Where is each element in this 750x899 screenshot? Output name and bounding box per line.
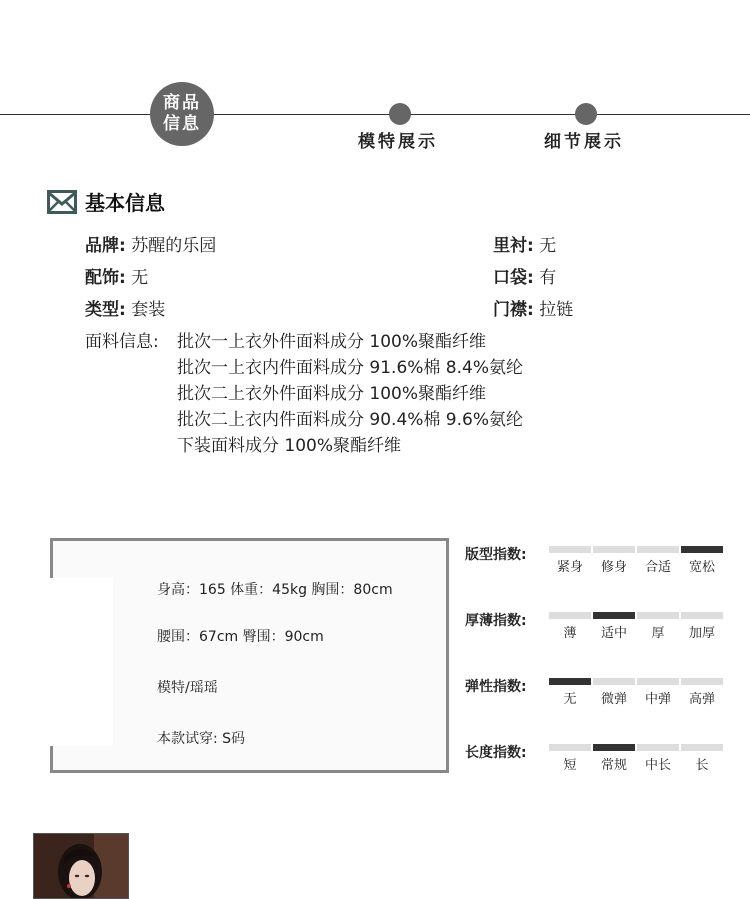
index-bar-selected <box>681 546 723 553</box>
index-bar <box>637 744 679 751</box>
index-bar <box>549 546 591 553</box>
model-info-panel <box>50 538 449 773</box>
info-type-label: 类型: <box>85 300 126 320</box>
model-measurements-line1: 身高：165 体重：45kg 胸围：80cm <box>157 582 393 598</box>
info-pocket-value: 有 <box>539 268 557 288</box>
index-bar <box>681 612 723 619</box>
index-option: 微弹 <box>600 692 627 707</box>
step-detail-dot[interactable] <box>575 103 597 125</box>
info-lining <box>493 231 556 256</box>
fabric-line: 批次二上衣内件面料成分 90.4%棉 9.6%氨纶 <box>177 410 524 430</box>
index-label: 版型指数: <box>465 547 527 563</box>
panel-white-block <box>50 578 113 746</box>
info-brand-label: 品牌: <box>85 236 126 256</box>
step-model-dot[interactable] <box>389 103 411 125</box>
index-option: 薄 <box>563 626 577 641</box>
index-option: 常规 <box>600 758 627 773</box>
index-label: 弹性指数: <box>465 679 527 695</box>
index-bar <box>681 678 723 685</box>
info-placket-value: 拉链 <box>539 300 574 320</box>
index-bar <box>549 744 591 751</box>
index-option: 中弹 <box>644 692 671 707</box>
info-type <box>85 295 165 320</box>
step-product-info[interactable] <box>150 82 214 146</box>
step-detail-label[interactable]: 细节展示 <box>544 132 624 152</box>
index-bar <box>637 612 679 619</box>
model-photo-image <box>34 834 129 899</box>
index-option: 宽松 <box>688 560 715 575</box>
index-bar <box>593 678 635 685</box>
index-option: 厚 <box>651 626 665 641</box>
fabric-line: 批次一上衣内件面料成分 91.6%棉 8.4%氨纶 <box>177 358 524 378</box>
index-option: 紧身 <box>556 560 583 575</box>
index-option: 加厚 <box>688 626 715 641</box>
model-measurements-line2: 腰围：67cm 臀围：90cm <box>157 629 324 645</box>
basic-info-title: 基本信息 <box>85 191 165 215</box>
index-bar <box>637 678 679 685</box>
info-pocket-label: 口袋: <box>493 268 534 288</box>
info-pocket <box>493 263 556 288</box>
index-label: 厚薄指数: <box>465 613 527 629</box>
index-bar-selected <box>593 612 635 619</box>
index-bar <box>593 546 635 553</box>
step-model-label[interactable]: 模特展示 <box>358 132 438 152</box>
index-bar <box>681 744 723 751</box>
info-lining-label: 里衬: <box>493 236 534 256</box>
index-bar-selected <box>549 678 591 685</box>
info-fabric-label: 面料信息: <box>85 332 159 352</box>
index-option: 高弹 <box>688 692 715 707</box>
fabric-line: 批次一上衣外件面料成分 100%聚酯纤维 <box>177 332 487 352</box>
info-placket <box>493 295 573 320</box>
envelope-icon <box>47 190 77 214</box>
timeline-line <box>0 114 750 115</box>
step-product-info-line2: 信息 <box>163 114 201 134</box>
index-label: 长度指数: <box>465 745 527 761</box>
index-option: 长 <box>695 758 709 773</box>
index-bar-selected <box>593 744 635 751</box>
model-name: 模特/瑶瑶 <box>157 680 218 696</box>
info-accessory <box>85 263 148 288</box>
index-option: 短 <box>563 758 577 773</box>
info-accessory-value: 无 <box>131 268 149 288</box>
step-product-info-line1: 商品 <box>163 93 201 113</box>
index-option: 修身 <box>600 560 627 575</box>
model-size-tried: 本款试穿: S码 <box>157 731 246 747</box>
fabric-line: 下装面料成分 100%聚酯纤维 <box>177 436 402 456</box>
basic-info-header <box>47 187 165 216</box>
index-option: 中长 <box>644 758 671 773</box>
info-lining-value: 无 <box>539 236 557 256</box>
info-brand-value: 苏醒的乐园 <box>131 236 217 256</box>
info-type-value: 套装 <box>131 300 166 320</box>
fabric-line: 批次二上衣外件面料成分 100%聚酯纤维 <box>177 384 487 404</box>
index-bar <box>637 546 679 553</box>
info-brand <box>85 231 216 256</box>
model-photo-thumbnail[interactable] <box>33 833 129 899</box>
info-accessory-label: 配饰: <box>85 268 126 288</box>
index-option: 适中 <box>600 626 627 641</box>
index-option: 无 <box>563 692 577 707</box>
step-product-info-label <box>162 93 202 135</box>
info-placket-label: 门襟: <box>493 300 534 320</box>
index-bar <box>549 612 591 619</box>
index-option: 合适 <box>644 560 671 575</box>
